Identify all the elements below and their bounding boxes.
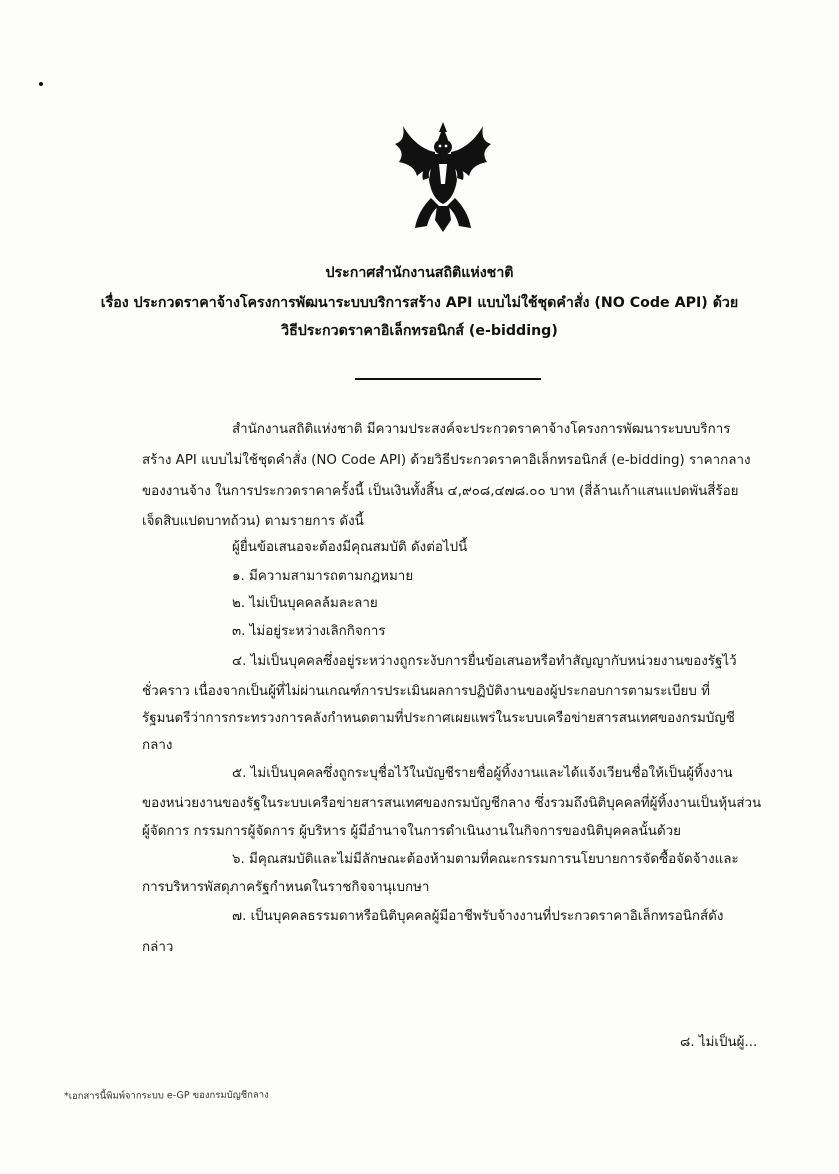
garuda-emblem-icon xyxy=(393,120,493,236)
subject-heading-line2: วิธีประกวดราคาอิเล็กทรอนิกส์ (e-bidding) xyxy=(281,323,558,339)
qualification-item-6-line1: ๖. มีคุณสมบัติและไม่มีลักษณะต้องห้ามตามที่คณะกรรมการนโยบายการจัดซื้อจัดจ้างและ xyxy=(232,852,739,867)
qualification-item-7-line1: ๗. เป็นบุคคลธรรมดาหรือนิติบุคคลผู้มีอาชีพรับจ้างงานที่ประกวดราคาอิเล็กทรอนิกส์ดัง xyxy=(232,909,724,924)
paragraph-1-line4: เจ็ดสิบแปดบาทถ้วน) ตามรายการ ดังนี้ xyxy=(142,514,364,529)
heading-rule xyxy=(355,378,541,380)
agency-heading: ประกาศสำนักงานสถิติแห่งชาติ xyxy=(325,265,514,281)
qualification-item-5-line2: ของหน่วยงานของรัฐในระบบเครือข่ายสารสนเทศของกรมบัญชีกลาง ซึ่งรวมถึงนิติบุคคลที่ผู้ทิ้งงานเป็นหุ้นส่วน xyxy=(142,796,762,811)
qualification-item-5-line3: ผู้จัดการ กรรมการผู้จัดการ ผู้บริหาร ผู้มีอำนาจในการดำเนินงานในกิจการของนิติบุคคลนั้นด้วย xyxy=(142,824,682,839)
scan-speck xyxy=(39,82,43,86)
qualification-item-4-line2: ชั่วคราว เนื่องจากเป็นผู้ที่ไม่ผ่านเกณฑ์การประเมินผลการปฏิบัติงานของผู้ประกอบการตามระเบียบ ที่ xyxy=(142,684,710,699)
qualification-item-4-line1: ๔. ไม่เป็นบุคคลซึ่งอยู่ระหว่างถูกระงับการยื่นข้อเสนอหรือทำสัญญากับหน่วยงานของรัฐไว้ xyxy=(232,654,737,669)
footer-note: *เอกสารนี้พิมพ์จากระบบ e-GP ของกรมบัญชีกลาง xyxy=(63,1089,269,1102)
qualification-item-4-line4: กลาง xyxy=(142,738,173,753)
qualification-item-2: ๒. ไม่เป็นบุคคลล้มละลาย xyxy=(232,596,378,611)
qualification-item-5-line1: ๕. ไม่เป็นบุคคลซึ่งถูกระบุชื่อไว้ในบัญชีรายชื่อผู้ทิ้งงานและได้แจ้งเวียนชื่อให้เป็นผู้ทิ้งงาน xyxy=(232,766,733,781)
subject-heading-line1: เรื่อง ประกวดราคาจ้างโครงการพัฒนาระบบบริการสร้าง API แบบไม่ใช้ชุดคำสั่ง (NO Code API) ด้วย xyxy=(100,295,739,311)
qualification-item-3: ๓. ไม่อยู่ระหว่างเลิกกิจการ xyxy=(232,624,386,639)
qualification-item-7-line2: กล่าว xyxy=(142,940,174,955)
paragraph-1-line1: สำนักงานสถิติแห่งชาติ มีความประสงค์จะประกวดราคาจ้างโครงการพัฒนาระบบบริการ xyxy=(232,422,731,437)
qualification-item-1: ๑. มีความสามารถตามกฎหมาย xyxy=(232,569,414,584)
qualifications-intro: ผู้ยื่นข้อเสนอจะต้องมีคุณสมบัติ ดังต่อไปนี้ xyxy=(232,540,468,555)
paragraph-1-line3: ของงานจ้าง ในการประกวดราคาครั้งนี้ เป็นเงินทั้งสิ้น ๔,๙๐๘,๔๗๘.๐๐ บาท (สี่ล้านเก้าแสนแปดพันสี่ร้อย xyxy=(142,484,739,499)
paragraph-1-line2: สร้าง API แบบไม่ใช้ชุดคำสั่ง (NO Code API) ด้วยวิธีประกวดราคาอิเล็กทรอนิกส์ (e-bidding) ราคากลาง xyxy=(142,453,751,468)
qualification-item-4-line3: รัฐมนตรีว่าการกระทรวงการคลังกำหนดตามที่ประกาศเผยแพร่ในระบบเครือข่ายสารสนเทศของกรมบัญชี xyxy=(142,711,735,726)
next-page-continuation: ๘. ไม่เป็นผู้... xyxy=(680,1035,758,1050)
qualification-item-6-line2: การบริหารพัสดุภาครัฐกำหนดในราชกิจจานุเบกษา xyxy=(142,880,430,895)
